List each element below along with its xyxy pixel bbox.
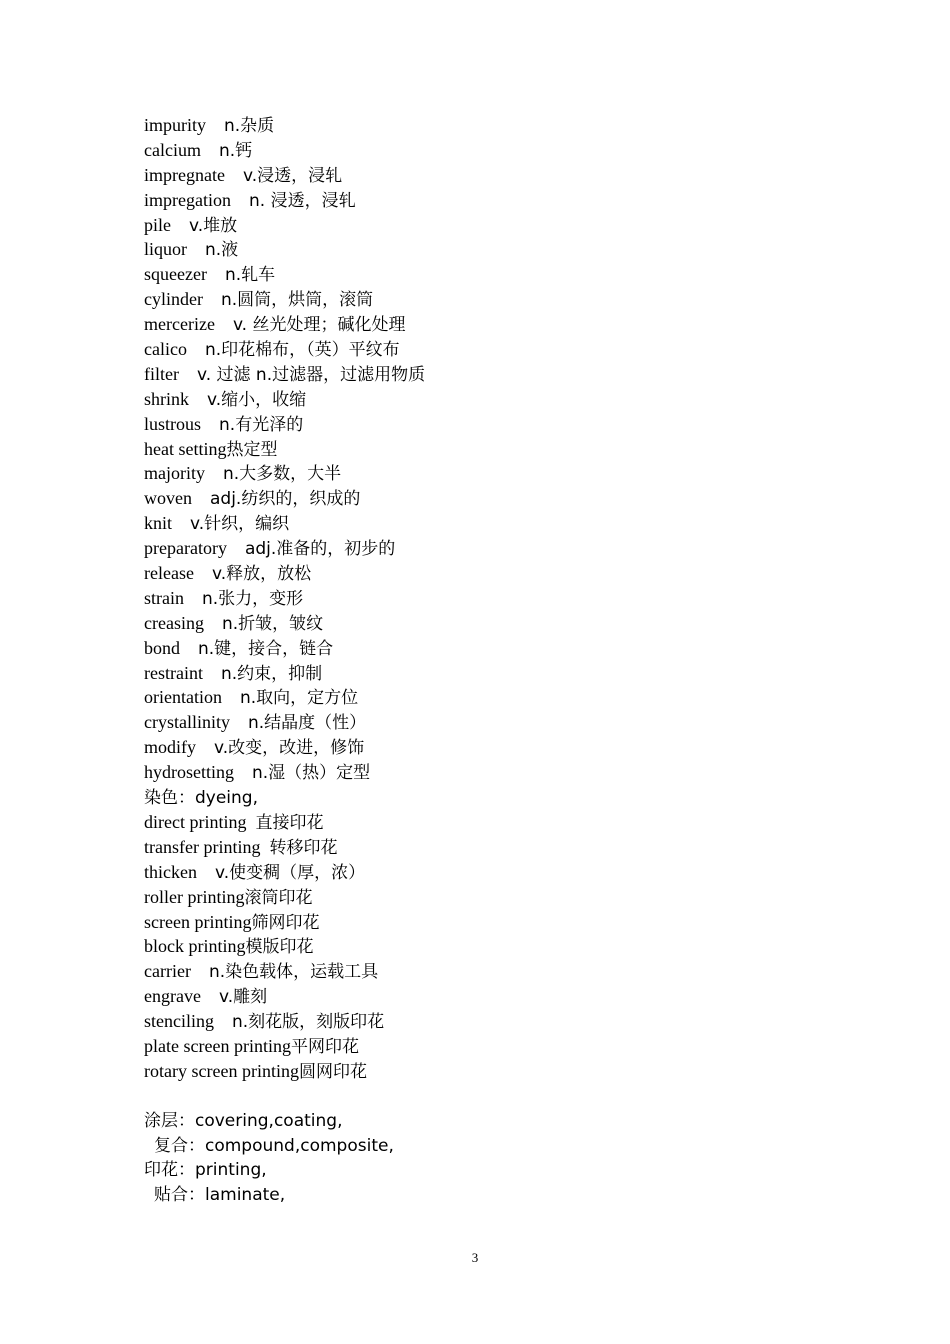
entry-definition: v.使变稠（厚，浓） xyxy=(214,862,366,883)
entry-term: orientation xyxy=(144,687,222,708)
glossary-entry xyxy=(144,835,425,860)
glossary-entry xyxy=(144,138,425,163)
entry-definition: 直接印花 xyxy=(255,812,324,833)
glossary-entry xyxy=(144,561,425,586)
entry-definition: n.折皱，皱纹 xyxy=(221,613,324,634)
glossary-entry xyxy=(144,910,425,935)
glossary-entry xyxy=(144,337,425,362)
entry-definition: v. 过滤 n.过滤器，过滤用物质 xyxy=(196,364,426,385)
entry-term: thicken xyxy=(144,861,197,882)
entry-term: woven xyxy=(144,488,192,509)
entry-definition: v.改变，改进，修饰 xyxy=(214,738,365,759)
glossary-entry xyxy=(144,362,425,387)
entry-definition: v.雕刻 xyxy=(218,987,268,1008)
glossary-entry xyxy=(144,1034,425,1059)
glossary-entry xyxy=(144,237,425,262)
entry-term: bond xyxy=(144,637,180,658)
glossary-entry xyxy=(144,586,425,611)
entry-definition: 筛网印花 xyxy=(251,912,320,933)
entry-term: roller printing xyxy=(144,886,245,907)
entry-term: shrink xyxy=(144,388,189,409)
entry-term: impregation xyxy=(144,189,231,210)
entry-definition: n.取向，定方位 xyxy=(239,688,359,709)
entry-term: knit xyxy=(144,513,173,534)
entry-term: release xyxy=(144,563,194,584)
entry-term: liquor xyxy=(144,239,187,260)
entry-term: creasing xyxy=(144,612,204,633)
entry-definition: n.约束，抑制 xyxy=(220,663,323,684)
entry-term: block printing xyxy=(144,936,246,957)
glossary-entry xyxy=(144,885,425,910)
entry-term: crystallinity xyxy=(144,712,230,733)
entry-term: preparatory xyxy=(144,538,227,559)
glossary-entry xyxy=(144,213,425,238)
entry-term: direct printing xyxy=(144,811,247,832)
entry-definition: n.张力，变形 xyxy=(202,588,304,609)
glossary-entry xyxy=(144,536,425,561)
entry-definition: n.湿（热）定型 xyxy=(252,763,371,784)
entry-definition: n.键，接合，链合 xyxy=(198,638,334,659)
entry-term: screen printing xyxy=(144,911,252,932)
entry-definition: n.液 xyxy=(205,240,239,261)
glossary-content xyxy=(144,113,425,1208)
entry-term: restraint xyxy=(144,662,203,683)
entry-definition: n. 浸透，浸轧 xyxy=(248,190,356,211)
entry-definition: n.印花棉布，（英）平纹布 xyxy=(204,340,400,361)
entry-term: cylinder xyxy=(144,289,203,310)
glossary-entry xyxy=(144,412,425,437)
entry-term: majority xyxy=(144,463,205,484)
entry-definition: 热定型 xyxy=(226,439,278,460)
entry-definition: n.刻花版，刻版印花 xyxy=(232,1012,385,1033)
glossary-entry xyxy=(144,636,425,661)
entry-definition: n.钙 xyxy=(218,140,253,161)
glossary-entry xyxy=(144,959,425,984)
material-terms-list xyxy=(144,1109,425,1209)
entry-term: mercerize xyxy=(144,314,215,335)
entry-term: carrier xyxy=(144,961,191,982)
glossary-entry xyxy=(144,661,425,686)
entry-term: rotary screen printing xyxy=(144,1060,299,1081)
entry-term: filter xyxy=(144,363,179,384)
entry-term: pile xyxy=(144,214,171,235)
glossary-entry xyxy=(144,735,425,760)
entry-definition: n.大多数，大半 xyxy=(223,464,342,485)
glossary-entry xyxy=(144,611,425,636)
material-term: 印花：printing, xyxy=(144,1160,267,1181)
glossary-entry xyxy=(144,1009,425,1034)
entry-definition: n.有光泽的 xyxy=(219,414,304,435)
glossary-entry-list xyxy=(144,113,425,1084)
glossary-entry xyxy=(144,312,425,337)
glossary-entry xyxy=(144,1059,425,1084)
entry-term: heat setting xyxy=(144,438,227,459)
entry-definition: n.杂质 xyxy=(224,116,275,136)
glossary-entry xyxy=(144,860,425,885)
glossary-entry xyxy=(144,934,425,959)
entry-definition: adj.准备的，初步的 xyxy=(244,539,396,560)
entry-definition: v.针织，编织 xyxy=(190,514,290,535)
entry-term: hydrosetting xyxy=(144,762,234,783)
entry-term: plate screen printing xyxy=(144,1035,291,1056)
entry-definition: v.堆放 xyxy=(189,215,238,236)
entry-definition: n.染色载体，运载工具 xyxy=(208,962,379,983)
glossary-entry xyxy=(144,461,425,486)
entry-definition: 染色：dyeing, xyxy=(144,788,259,809)
entry-term: impregnate xyxy=(144,164,225,185)
glossary-entry xyxy=(144,437,425,462)
glossary-entry xyxy=(144,163,425,188)
entry-term: stenciling xyxy=(144,1011,214,1032)
entry-term: squeezer xyxy=(144,264,207,285)
glossary-entry xyxy=(144,262,425,287)
material-term: 复合：compound,composite, xyxy=(154,1135,394,1156)
glossary-entry xyxy=(144,984,425,1009)
entry-definition: v.释放，放松 xyxy=(211,564,312,585)
entry-definition: v.缩小，收缩 xyxy=(207,389,307,410)
blank-line xyxy=(144,1084,425,1109)
entry-definition: n.结晶度（性） xyxy=(247,713,367,734)
entry-definition: 模版印花 xyxy=(245,937,314,958)
glossary-entry xyxy=(144,511,425,536)
entry-term: transfer printing xyxy=(144,836,261,857)
entry-term: lustrous xyxy=(144,413,202,434)
entry-definition: 平网印花 xyxy=(290,1036,359,1057)
entry-term: strain xyxy=(144,587,184,608)
entry-definition: n.轧车 xyxy=(224,265,276,286)
glossary-entry xyxy=(144,785,425,810)
entry-term: calico xyxy=(144,339,187,360)
page-number: 3 xyxy=(471,1250,479,1265)
glossary-entry xyxy=(144,760,425,785)
glossary-entry xyxy=(144,287,425,312)
glossary-entry xyxy=(144,188,425,213)
glossary-entry xyxy=(144,810,425,835)
glossary-entry xyxy=(144,710,425,735)
entry-definition: 圆网印花 xyxy=(298,1061,367,1082)
entry-definition: n.圆筒，烘筒，滚筒 xyxy=(220,290,374,311)
entry-term: calcium xyxy=(144,139,201,160)
entry-term: engrave xyxy=(144,986,201,1007)
entry-term: impurity xyxy=(144,115,206,135)
entry-definition: v. 丝光处理；碱化处理 xyxy=(232,315,406,336)
material-term: 贴合：laminate, xyxy=(154,1185,286,1206)
glossary-entry xyxy=(144,113,425,138)
glossary-entry xyxy=(144,685,425,710)
glossary-entry xyxy=(144,387,425,412)
entry-definition: v.浸透，浸轧 xyxy=(242,165,343,186)
entry-definition: adj.纺织的，织成的 xyxy=(210,489,361,510)
material-term: 涂层：covering,coating, xyxy=(144,1110,343,1131)
glossary-entry xyxy=(144,486,425,511)
entry-definition: 转移印花 xyxy=(269,837,338,858)
entry-definition: 滚筒印花 xyxy=(244,887,313,908)
entry-term: modify xyxy=(144,737,196,758)
